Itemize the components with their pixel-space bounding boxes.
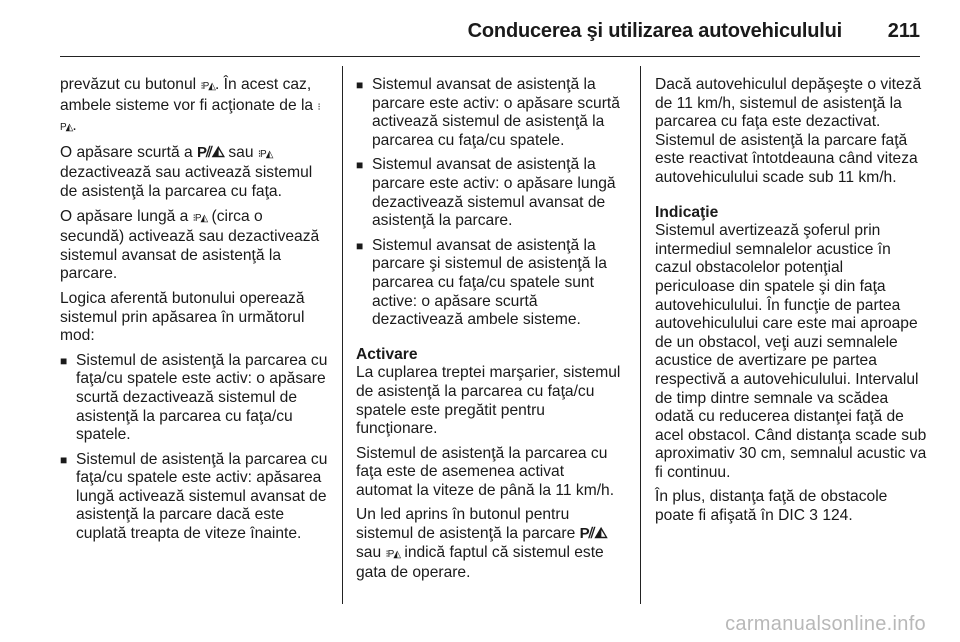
column-divider [640,66,641,604]
paragraph: Dacă autovehiculul depăşeşte o viteză de 11 km/h, sistemul de asistenţă la parcarea cu faţa este dezactivat. Sistemul de asistenţă la parcare faţă este reactivat întotdeauna când viteza autovehiculului scade sub 11 km/h. [655,76,922,186]
list-item: ■ Sistemul de asistenţă la parcarea cu faţa/cu spatele este activ: apăsarea lungă activează sistemul avansat de asistenţă la parcare dacă este cuplată treapta de viteze înainte. [60,450,328,543]
parking-button-icon: ⁝P◭ [60,101,320,134]
list-item: ■ Sistemul de asistenţă la parcarea cu faţa/cu spatele este activ: o apăsare scurtă dezactivează sistemul de asistenţă la parcarea cu faţa/cu spatele. [60,351,328,444]
bullet-icon: ■ [356,78,364,92]
bullet-icon: ■ [356,238,364,253]
column-3 [655,76,927,532]
section-heading: Indicaţie [655,203,719,221]
paragraph: Logica aferentă butonului operează sistemul prin apăsarea în următorul mod: [60,289,305,345]
paragraph: O apăsare scurtă a P⫽◭ sau ⁝P◭ dezactivează sau activează sistemul de asistenţă la parcarea cu faţa. [60,143,313,200]
list-item: ■ Sistemul avansat de asistenţă la parcare şi sistemul de asistenţă la parcarea cu faţa/cu spatele sunt active: o apăsare scurtă dezactivează ambele sisteme. [356,236,607,329]
paragraph: Un led aprins în butonul pentru sistemul de asistenţă la parcare P⫽◭ sau ⁝P◭ indică faptul că sistemul este gata de operare. [356,506,607,582]
list-item: ■ Sistemul avansat de asistenţă la parcare este activ: o apăsare lungă dezactivează sistemul avansat de asistenţă la parcare. [356,156,616,230]
bullet-icon: ■ [356,158,364,173]
page-header [60,12,920,57]
column-divider [342,66,343,604]
watermark: carmanualsonline.info [725,613,926,635]
parking-assist-icon: P⫽◭ [196,143,225,161]
section-heading: Activare [356,345,418,363]
parking-button-icon: ⁝P◭ [257,148,273,160]
paragraph: La cuplarea treptei marşarier, sistemul de asistenţă la parcarea cu faţa/cu spatele este pregătit pentru funcţionare. [356,364,621,438]
paragraph: În plus, distanţa faţă de obstacole poate fi afişată în DIC 3 124. [655,488,888,525]
column-1 [60,76,328,550]
parking-button-icon: ⁝P◭ [200,81,215,92]
page-reference-icon[interactable]: 3 [809,507,818,525]
paragraph: prevăzut cu butonul ⁝P◭. În acest caz, ambele sisteme vor fi acţionate de la ⁝P◭. [60,76,320,135]
paragraph: Sistemul avertizează şoferul prin intermediul semnalelor acustice în cazul obstacolelor potenţial periculoase din spatele şi din faţa autovehiculului. În funcţie de partea autovehiculului care este mai aproape de un obstacol, veţi auzi semnalele acustice de avertizare pe partea respectivă a autovehiculului. Intervalul de timp dintre semnale va scădea odată cu reducerea distanţei faţă de acel obstacol. Când distanţa scade sub aproximativ 30 cm, semnalul acustic va fi continuu. [655,222,927,481]
paragraph: O apăsare lungă a ⁝P◭ (circa o secundă) activează sau dezactivează sistemul avansat de asistenţă la parcare. [60,207,320,283]
column-2 [356,76,624,589]
page-number: 211 [887,20,920,42]
parking-button-icon: ⁝P◭ [385,548,401,560]
page-title: Conducerea şi utilizarea autovehiculului [467,20,842,42]
parking-assist-icon: P⫽◭ [579,525,607,543]
bullet-icon: ■ [60,353,68,368]
list-item: ■ Sistemul avansat de asistenţă la parcare este activ: o apăsare scurtă activează sistemul de asistenţă la parcarea cu faţa/cu spatele. [356,76,620,149]
paragraph: Sistemul de asistenţă la parcarea cu faţa este de asemenea activat automat la viteze de până la 11 km/h. [356,444,615,499]
bullet-icon: ■ [60,452,68,467]
parking-button-icon: ⁝P◭ [192,212,208,224]
